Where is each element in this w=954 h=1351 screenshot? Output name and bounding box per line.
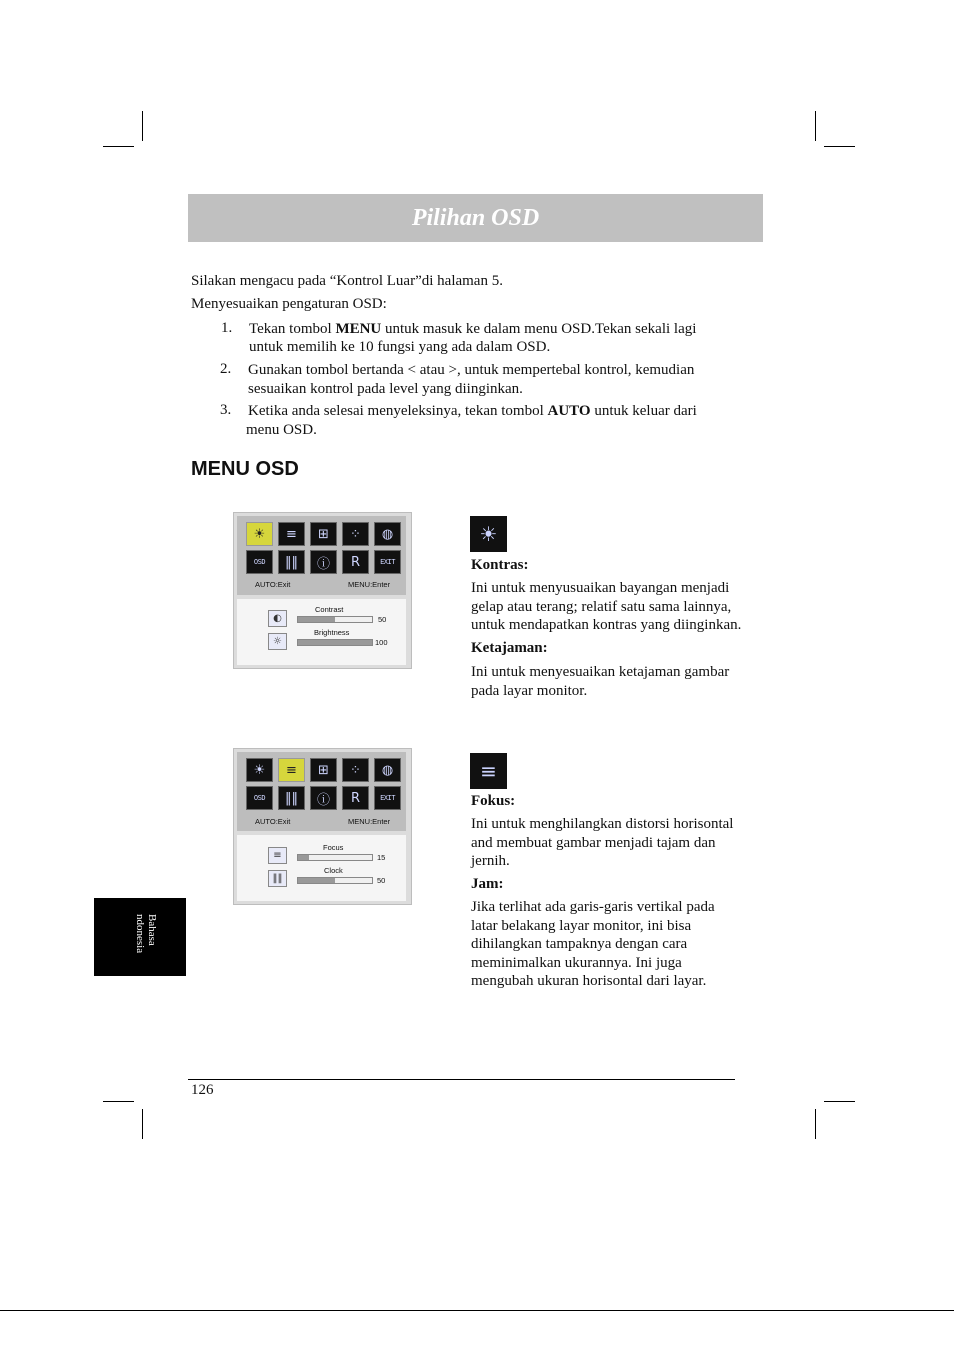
step-text-cont: menu OSD. bbox=[246, 422, 317, 438]
osd-screenshot-contrast bbox=[233, 512, 412, 669]
step-text-cont: untuk memilih ke 10 fungsi yang ada dalam OSD. bbox=[249, 339, 551, 355]
brightness-icon: ☀ bbox=[246, 758, 273, 782]
bottom-rule bbox=[0, 1310, 954, 1311]
osd-item-label: Focus bbox=[323, 843, 344, 852]
info-icon: ⓘ bbox=[310, 550, 337, 574]
desc-text: Ini untuk menyusuaikan bayangan menjadi gelap atau terang; relatif satu sama lainnya, untuk mendapatkan kontras yang diinginkan. bbox=[471, 580, 742, 633]
step-number: 3. bbox=[220, 402, 232, 418]
page-title-bar bbox=[188, 194, 763, 242]
step-text-cont: sesuaikan kontrol pada level yang diinginkan. bbox=[248, 381, 523, 397]
desc-text: Ini untuk menyesuaikan ketajaman gambar pada layar monitor. bbox=[471, 664, 730, 699]
step-number: 1. bbox=[221, 320, 233, 336]
osd-item-label: Contrast bbox=[315, 605, 344, 614]
footer-rule bbox=[188, 1079, 735, 1080]
position-icon: ⊞ bbox=[310, 522, 337, 546]
exit-icon: EXIT bbox=[374, 550, 401, 574]
focus-slider bbox=[297, 854, 373, 861]
brightness-icon: ☀ bbox=[470, 516, 507, 552]
color-icon: ⁘ bbox=[342, 758, 369, 782]
osd-auto-exit: AUTO:Exit bbox=[255, 817, 291, 826]
reset-icon: R bbox=[342, 786, 369, 810]
clock-icon: ‖‖ bbox=[278, 550, 305, 574]
osd-icon: OSD bbox=[246, 786, 273, 810]
desc-heading: Fokus: bbox=[471, 793, 516, 809]
osd-item-value: 15 bbox=[377, 853, 386, 862]
reset-icon: R bbox=[342, 550, 369, 574]
osd-item-value: 50 bbox=[377, 876, 386, 885]
osd-item-value: 100 bbox=[375, 638, 388, 647]
crop-mark bbox=[824, 146, 855, 147]
osd-adjust-panel bbox=[237, 599, 406, 665]
osd-menu-enter: MENU:Enter bbox=[348, 580, 391, 589]
desc-heading: Ketajaman: bbox=[471, 640, 548, 656]
position-icon: ⊞ bbox=[310, 758, 337, 782]
osd-item-label: Clock bbox=[324, 866, 343, 875]
osd-item-label: Brightness bbox=[314, 628, 350, 637]
page-title: Pilihan OSD bbox=[411, 204, 540, 231]
clock-icon: ‖‖ bbox=[278, 786, 305, 810]
focus-icon: ≡ bbox=[470, 753, 507, 789]
crop-mark bbox=[815, 111, 816, 141]
desc-text: Jika terlihat ada garis-garis vertikal pada latar belakang layar monitor, ini bisa dihilangkan tampaknya dengan cara meminimalkan ukurannya. Ini juga mengubah ukuran horisontal dari layar. bbox=[471, 899, 715, 989]
language-side-tab bbox=[94, 898, 186, 976]
osd-adjust-panel bbox=[237, 835, 406, 901]
osd-screenshot-focus bbox=[233, 748, 412, 905]
side-tab-label: Bahasa ndonesia bbox=[134, 914, 158, 954]
brightness-icon: ☼ bbox=[268, 633, 287, 650]
crop-mark bbox=[142, 1109, 143, 1139]
clock-slider bbox=[297, 877, 373, 884]
crop-mark bbox=[103, 146, 134, 147]
info-icon: ⓘ bbox=[310, 786, 337, 810]
osd-menu-grid bbox=[237, 752, 406, 831]
osd-auto-exit: AUTO:Exit bbox=[255, 580, 291, 589]
crop-mark bbox=[142, 111, 143, 141]
intro-line-1: Silakan mengacu pada “Kontrol Luar”di halaman 5. bbox=[191, 273, 503, 289]
exit-icon: EXIT bbox=[374, 786, 401, 810]
step-number: 2. bbox=[220, 361, 232, 377]
osd-menu-enter: MENU:Enter bbox=[348, 817, 391, 826]
focus-icon: ≡ bbox=[278, 522, 305, 546]
page-number: 126 bbox=[191, 1082, 214, 1098]
clock-icon: ‖‖ bbox=[268, 870, 287, 887]
contrast-icon: ◐ bbox=[268, 610, 287, 627]
color-icon: ⁘ bbox=[342, 522, 369, 546]
desc-heading: Jam: bbox=[471, 876, 504, 892]
osd-item-value: 50 bbox=[378, 615, 387, 624]
brightness-slider bbox=[297, 639, 373, 646]
desc-heading: Kontras: bbox=[471, 557, 529, 573]
focus-icon: ≡ bbox=[268, 847, 287, 864]
globe-icon: ◍ bbox=[374, 522, 401, 546]
step-text: Gunakan tombol bertanda < atau >, untuk mempertebal kontrol, kemudian bbox=[248, 362, 695, 378]
crop-mark bbox=[815, 1109, 816, 1139]
brightness-icon: ☀ bbox=[246, 522, 273, 546]
section-title: MENU OSD bbox=[191, 458, 299, 480]
desc-text: Ini untuk menghilangkan distorsi horisontal and membuat gambar menjadi tajam dan jernih. bbox=[471, 816, 734, 869]
crop-mark bbox=[103, 1101, 134, 1102]
step-text: Tekan tombol MENU untuk masuk ke dalam menu OSD.Tekan sekali lagi bbox=[249, 321, 697, 337]
intro-line-2: Menyesuaikan pengaturan OSD: bbox=[191, 296, 387, 312]
osd-icon: OSD bbox=[246, 550, 273, 574]
crop-mark bbox=[824, 1101, 855, 1102]
globe-icon: ◍ bbox=[374, 758, 401, 782]
focus-icon: ≡ bbox=[278, 758, 305, 782]
contrast-slider bbox=[297, 616, 373, 623]
step-text: Ketika anda selesai menyeleksinya, tekan tombol AUTO untuk keluar dari bbox=[248, 403, 697, 419]
osd-menu-grid bbox=[237, 516, 406, 595]
